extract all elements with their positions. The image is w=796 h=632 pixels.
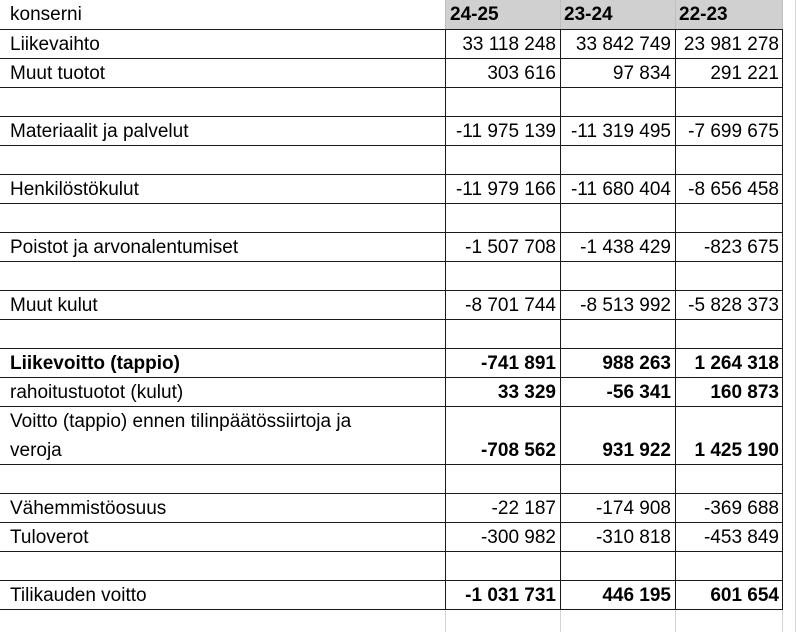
grid-line	[0, 319, 783, 320]
grid-line	[0, 29, 783, 30]
row-label[interactable]: Poistot ja arvonalentumiset	[10, 237, 239, 258]
row-label-line-1[interactable]: Voitto (tappio) ennen tilinpäätössiirtoja ja	[10, 411, 352, 432]
value-cell[interactable]: -8 513 992	[580, 295, 671, 316]
grid-line	[675, 610, 676, 632]
column-header[interactable]: 23-24	[560, 0, 675, 29]
grid-line	[0, 522, 783, 523]
value-cell[interactable]: 160 873	[710, 382, 779, 403]
grid-line	[675, 29, 676, 610]
value-cell[interactable]: 23 981 278	[683, 34, 779, 55]
value-cell[interactable]: -1 031 731	[465, 585, 556, 606]
grid-line	[0, 377, 783, 378]
value-cell[interactable]: 446 195	[602, 585, 671, 606]
value-cell[interactable]: 33 842 749	[575, 34, 671, 55]
value-cell[interactable]: -22 187	[491, 498, 556, 519]
value-cell[interactable]: -11 680 404	[570, 179, 671, 200]
value-cell[interactable]: 1 425 190	[694, 440, 779, 461]
value-cell[interactable]: -7 699 675	[688, 121, 779, 142]
value-cell[interactable]: -369 688	[703, 498, 779, 519]
value-cell[interactable]: -8 656 458	[688, 179, 779, 200]
value-cell[interactable]: -174 908	[595, 498, 671, 519]
grid-line	[0, 87, 783, 88]
grid-line	[0, 493, 783, 494]
value-cell[interactable]: -1 507 708	[465, 237, 556, 258]
column-header[interactable]: 22-23	[675, 0, 783, 29]
value-cell[interactable]: -741 891	[480, 353, 556, 374]
grid-line	[0, 116, 783, 117]
value-cell[interactable]: 97 834	[612, 63, 671, 84]
grid-line	[0, 261, 783, 262]
grid-line	[0, 348, 783, 349]
value-cell[interactable]: -310 818	[595, 527, 671, 548]
row-label[interactable]: Liikevaihto	[10, 34, 100, 55]
value-cell[interactable]: 291 221	[710, 63, 779, 84]
grid-line	[560, 610, 561, 632]
grid-line	[782, 29, 783, 610]
grid-line	[560, 0, 561, 29]
value-cell[interactable]: 33 118 248	[462, 34, 556, 55]
grid-line	[782, 610, 783, 632]
grid-line	[0, 174, 783, 175]
grid-line	[0, 464, 783, 465]
value-cell[interactable]: 931 922	[602, 440, 671, 461]
value-cell[interactable]: -453 849	[703, 527, 779, 548]
grid-line	[0, 203, 783, 204]
row-label[interactable]: Muut kulut	[10, 295, 98, 316]
grid-line	[782, 0, 783, 29]
row-label[interactable]: Materiaalit ja palvelut	[10, 121, 189, 142]
value-cell[interactable]: 1 264 318	[694, 353, 779, 374]
value-cell[interactable]: -1 438 429	[580, 237, 671, 258]
row-label[interactable]: Tilikauden voitto	[10, 585, 147, 606]
row-label[interactable]: Henkilöstökulut	[10, 179, 139, 200]
grid-line	[560, 29, 561, 610]
sheet-title[interactable]: konserni	[10, 4, 82, 25]
value-cell[interactable]: -8 701 744	[465, 295, 556, 316]
value-cell[interactable]: 303 616	[487, 63, 556, 84]
grid-line	[0, 551, 783, 552]
value-cell[interactable]: -11 979 166	[455, 179, 556, 200]
value-cell[interactable]: -300 982	[480, 527, 556, 548]
row-label[interactable]: Liikevoitto (tappio)	[10, 353, 180, 374]
value-cell[interactable]: -708 562	[480, 440, 556, 461]
value-cell[interactable]: 988 263	[602, 353, 671, 374]
grid-line	[0, 406, 783, 407]
grid-line	[445, 0, 446, 29]
grid-line	[675, 0, 676, 29]
grid-line	[0, 609, 783, 610]
grid-line	[445, 29, 446, 610]
grid-line	[0, 290, 783, 291]
value-cell[interactable]: -56 341	[606, 382, 671, 403]
value-cell[interactable]: -5 828 373	[688, 295, 779, 316]
grid-line	[0, 145, 783, 146]
row-label[interactable]: Vähemmistöosuus	[10, 498, 167, 519]
row-label[interactable]: rahoitustuotot (kulut)	[10, 382, 184, 403]
grid-line	[445, 610, 446, 632]
row-label[interactable]: Tuloverot	[10, 527, 89, 548]
row-label-line-2[interactable]: veroja	[10, 440, 62, 461]
value-cell[interactable]: -11 975 139	[455, 121, 556, 142]
grid-line	[0, 580, 783, 581]
column-header[interactable]: 24-25	[446, 0, 560, 29]
grid-line	[0, 232, 783, 233]
value-cell[interactable]: -823 675	[703, 237, 779, 258]
value-cell[interactable]: -11 319 495	[570, 121, 671, 142]
grid-line	[0, 58, 783, 59]
value-cell[interactable]: 33 329	[497, 382, 556, 403]
value-cell[interactable]: 601 654	[710, 585, 779, 606]
row-label[interactable]: Muut tuotot	[10, 63, 106, 84]
